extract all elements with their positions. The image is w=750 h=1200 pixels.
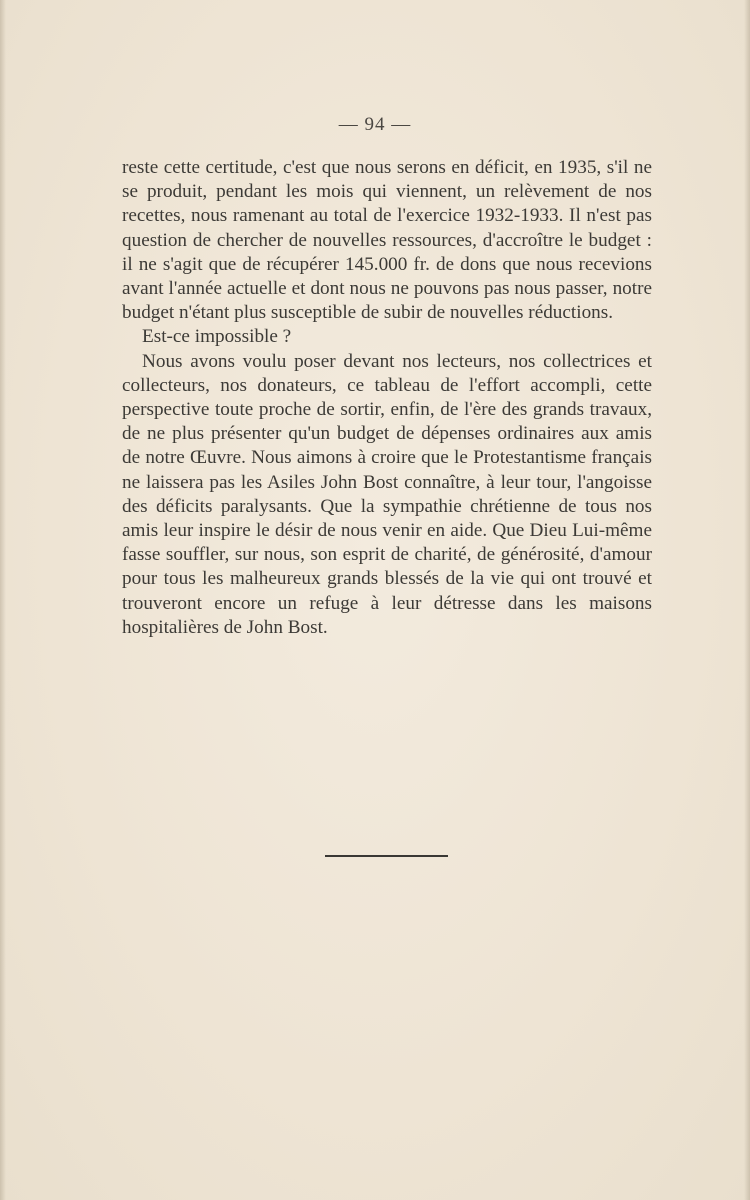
page-edge-left bbox=[0, 0, 6, 1200]
body-text bbox=[122, 156, 652, 640]
paragraph-continuation: reste cette certitude, c'est que nous serons en déficit, en 1935, s'il ne se produit, pendant les mois qui viennent, un relèvement de nos recettes, nous ramenant au total de l'exercice 1932-1933. Il n'est pas question de chercher de nouvelles ressources, d'accroître le budget : il ne s'agit que de récupérer 145.000 fr. de dons que nous recevions avant l'année actuelle et dont nous ne pouvons pas nous passer, notre budget n'étant plus susceptible de subir de nouvelles réductions. bbox=[122, 157, 652, 324]
paragraph-question: Est-ce impossible ? bbox=[142, 326, 292, 348]
paragraph-appeal: Nous avons voulu poser devant nos lecteurs, nos collectrices et collecteurs, nos donateurs, ce tableau de l'effort accompli, cette perspective toute proche de sortir, enfin, de l'ère des grands travaux, de ne plus présenter qu'un budget de dépenses ordinaires aux amis de notre Œuvre. Nous aimons à croire que le Protestantisme français ne laissera pas les Asiles John Bost connaître, à leur tour, l'angoisse des déficits paralysants. Que la sympathie chrétienne de tous nos amis leur inspire le désir de nous venir en aide. Que Dieu Lui-même fasse souffler, sur nous, son esprit de charité, de générosité, d'amour pour tous les malheureux grands blessés de la vie qui ont trouvé et trouveront encore un refuge à leur détresse dans les maisons hospitalières de John Bost. bbox=[122, 350, 652, 638]
closing-rule bbox=[325, 855, 448, 857]
page-number: — 94 — bbox=[338, 114, 412, 135]
page-edge-right bbox=[744, 0, 750, 1200]
